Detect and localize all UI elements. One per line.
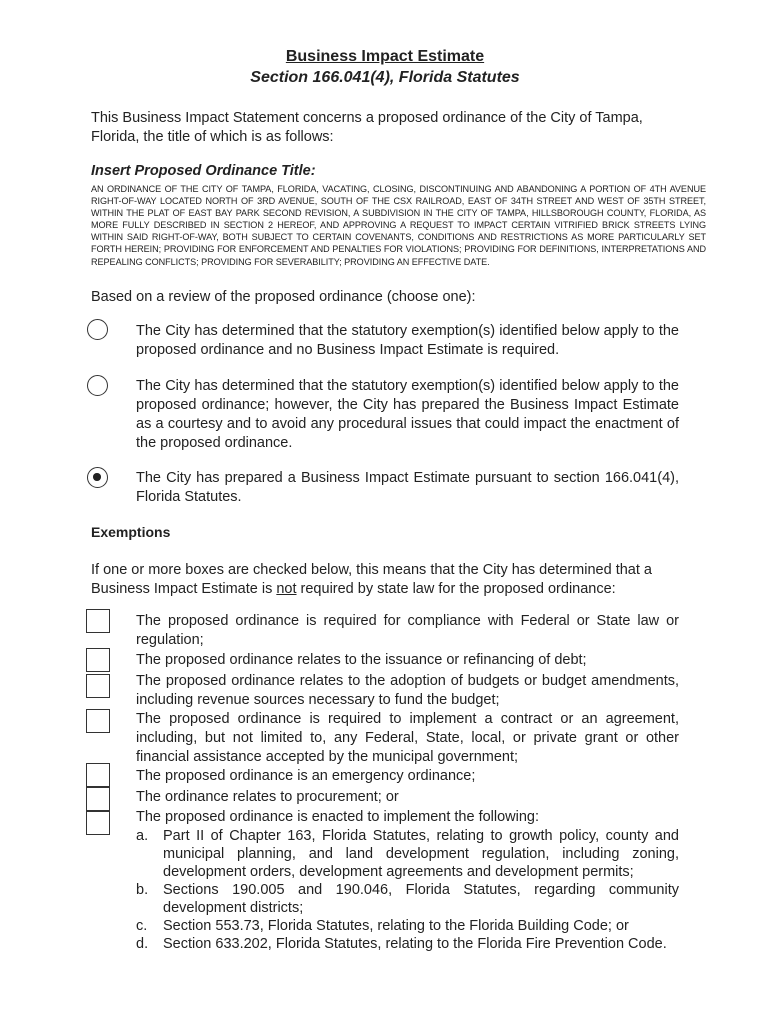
exemption-checkbox-debt[interactable] — [86, 648, 110, 672]
exemption-checkbox-implementation[interactable] — [86, 811, 110, 835]
page-subtitle: Section 166.041(4), Florida Statutes — [250, 69, 520, 86]
exemption-text-procurement: The ordinance relates to procurement; or — [136, 789, 399, 805]
sub-item-label: a. — [136, 828, 149, 844]
sub-item-text: Sections 190.005 and 190.046, Florida Statutes, regarding community development districts; — [163, 882, 679, 916]
exemption-text-compliance: The proposed ordinance is required for compliance with Federal or State law or regulation; — [136, 613, 679, 648]
exemption-checkbox-contract[interactable] — [86, 709, 110, 733]
ordinance-title-text: AN ORDINANCE OF THE CITY OF TAMPA, FLORIDA, VACATING, CLOSING, DISCONTINUING AND ABANDONING A PORTION OF 4TH AVENUE RIGHT-OF-WAY LOCATED NORTH OF 3RD AVENUE, SOUTH OF THE CSX RAILROAD, EAST OF 34TH STREET AND WEST OF 35TH STREET, WITHIN THE PLAT OF EAST BAY PARK SECOND REVISION, A SUBDIVISION IN THE CITY OF TAMPA, HILLSBOROUGH COUNTY, FLORIDA, AS MORE FULLY DESCRIBED IN SECTION 2 HEREOF, AND APPROVING A REQUEST TO IMPACT CERTAIN VITRIFIED BRICK STREETS LYING WITHIN SAID RIGHT-OF-WAY, BOTH SUBJECT TO CERTAIN COVENANTS, CONDITIONS AND RESTRICTIONS AS MORE PARTICULARLY SET FORTH HEREIN; PROVIDING FOR ENFORCEMENT AND PENALTIES FOR VIOLATIONS; PROVIDING FOR DEFINITIONS, INTERPRETATIONS AND REPEALING CONFLICTS; PROVIDING FOR SEVERABILITY; PROVIDING AN EFFECTIVE DATE. — [91, 184, 706, 267]
sub-item-b — [136, 881, 679, 917]
sub-item-text: Section 553.73, Florida Statutes, relating to the Florida Building Code; or — [163, 918, 629, 934]
exemption-checkbox-budget[interactable] — [86, 674, 110, 698]
option-text-prepared-estimate: The City has prepared a Business Impact Estimate pursuant to section 166.041(4), Florida Statutes. — [136, 470, 679, 505]
sub-item-label: d. — [136, 936, 149, 952]
exemption-text-emergency: The proposed ordinance is an emergency ordinance; — [136, 768, 476, 784]
intro-paragraph: This Business Impact Statement concerns a proposed ordinance of the City of Tampa, Florida, the title of which is as follows: — [91, 110, 643, 145]
implementation-sub-list — [136, 827, 679, 953]
review-prompt: Based on a review of the proposed ordinance (choose one): — [91, 289, 476, 305]
option-radio-courtesy-estimate[interactable] — [87, 375, 108, 396]
sub-item-d — [136, 935, 679, 953]
sub-item-text: Part II of Chapter 163, Florida Statutes, relating to growth policy, county and municipal planning, and land development regulation, including zoning, development orders, development agreements and development permits; — [163, 828, 679, 880]
exemption-text-contract: The proposed ordinance is required to implement a contract or an agreement, including, but not limited to, any Federal, State, local, or private grant or other financial assistance accepted by the municipal government; — [136, 711, 679, 765]
exemptions-intro-not: not — [276, 581, 297, 597]
exemptions-intro — [91, 561, 686, 599]
exemption-checkbox-procurement[interactable] — [86, 787, 110, 811]
exemption-checkbox-emergency[interactable] — [86, 763, 110, 787]
ordinance-title-label: Insert Proposed Ordinance Title: — [91, 163, 316, 179]
sub-item-label: b. — [136, 882, 149, 898]
sub-item-a — [136, 827, 679, 881]
exemption-checkbox-compliance[interactable] — [86, 609, 110, 633]
option-radio-no-estimate[interactable] — [87, 319, 108, 340]
page-title: Business Impact Estimate — [285, 48, 485, 65]
exemption-text-budget: The proposed ordinance relates to the adoption of budgets or budget amendments, including revenue sources necessary to fund the budget; — [136, 673, 679, 708]
exemption-text-debt: The proposed ordinance relates to the issuance or refinancing of debt; — [136, 652, 587, 668]
option-text-no-estimate: The City has determined that the statutory exemption(s) identified below apply to the proposed ordinance and no Business Impact Estimate is required. — [136, 323, 679, 358]
exemptions-intro-start: If one or more boxes are checked below, this means that the City has determined that a Business Impact Estimate is — [91, 562, 652, 597]
option-text-courtesy-estimate: The City has determined that the statutory exemption(s) identified below apply to the proposed ordinance; however, the City has prepared the Business Impact Estimate as a courtesy and to avoid any procedural issues that could impact the enactment of the proposed ordinance. — [136, 378, 679, 451]
sub-item-label: c. — [136, 918, 148, 934]
exemptions-heading: Exemptions — [91, 524, 171, 540]
exemption-text-implementation: The proposed ordinance is enacted to implement the following: — [136, 809, 540, 825]
option-radio-prepared-estimate[interactable] — [87, 467, 108, 488]
sub-item-c — [136, 917, 679, 935]
exemptions-intro-end: required by state law for the proposed ordinance: — [296, 581, 616, 597]
sub-item-text: Section 633.202, Florida Statutes, relating to the Florida Fire Prevention Code. — [163, 936, 667, 952]
